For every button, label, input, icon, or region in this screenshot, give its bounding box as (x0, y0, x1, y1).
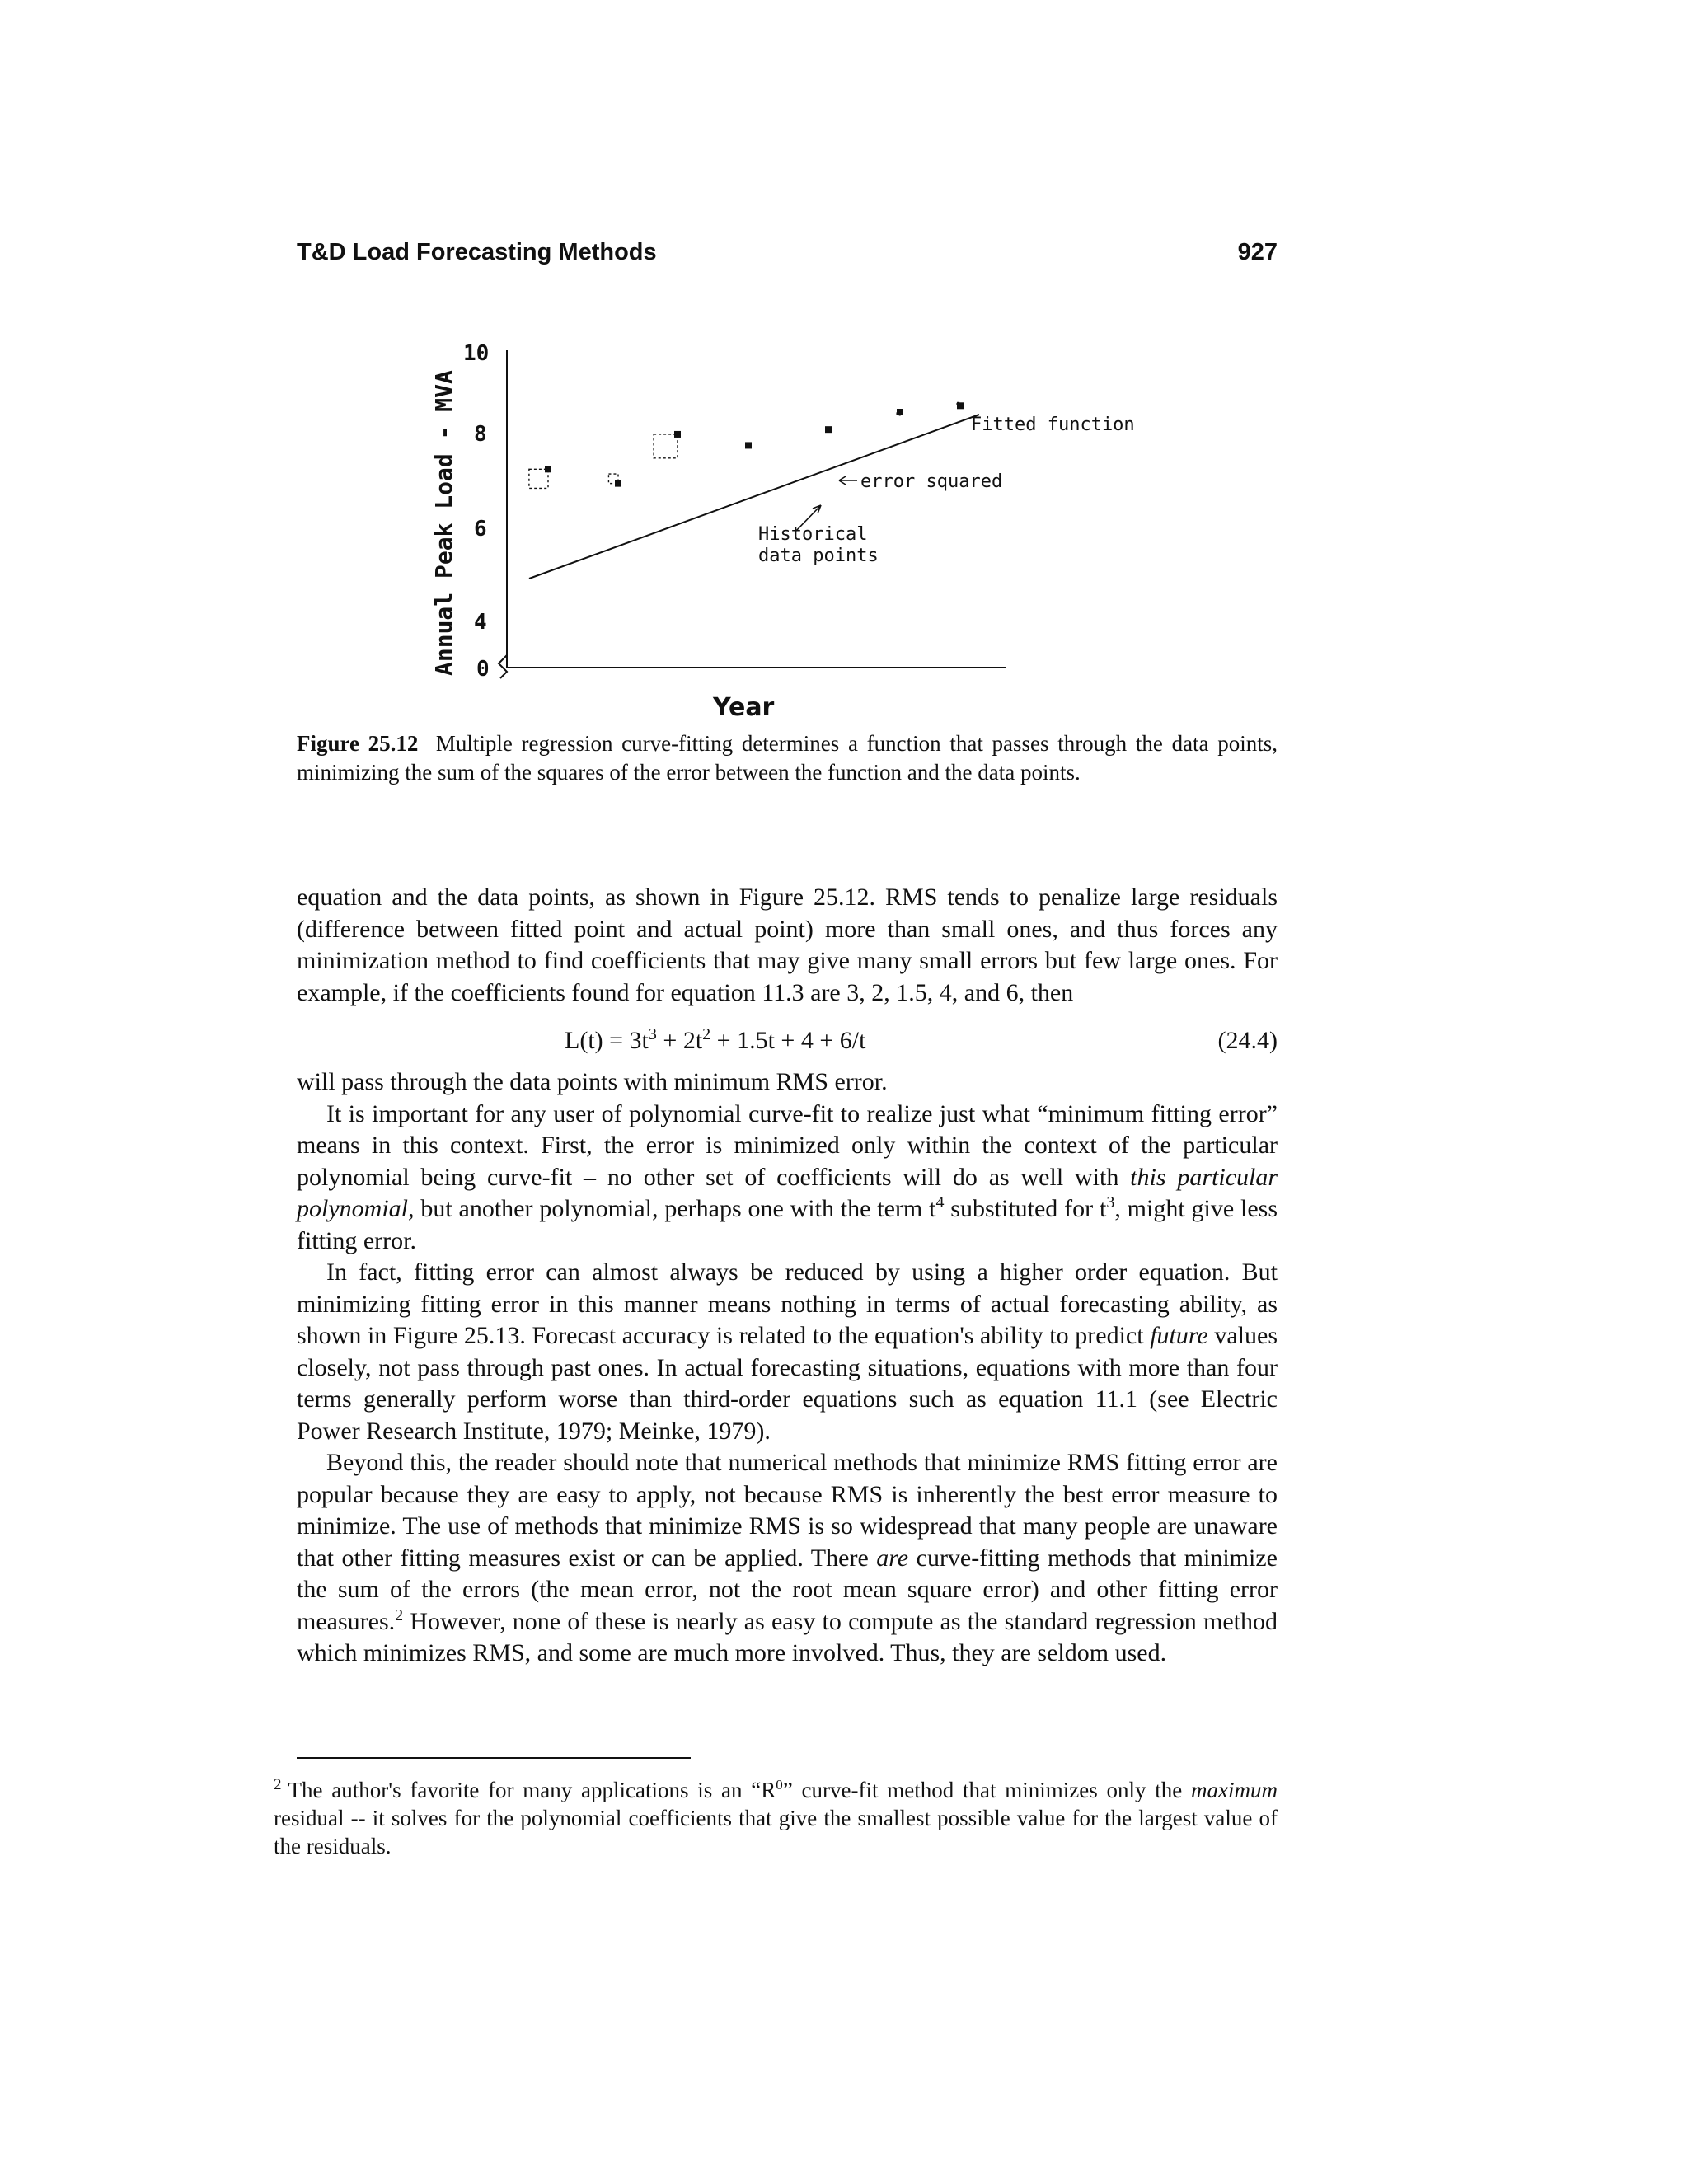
p3-text-a: It is important for any user of polynomial curve-fit to realize just what “minimum fitting error” means in this context. First, the error is minimized only within the context of the particular polynomial being curve-fit – no other set of coefficients will do as well with (297, 1099, 1278, 1191)
label-fitted-function: Fitted function (971, 415, 1135, 435)
footnote-text-b: ” curve-fit method that minimizes only the (782, 1778, 1192, 1802)
p3-text-c: substituted for t (944, 1195, 1107, 1222)
eq-sup-2: 2 (702, 1025, 711, 1043)
historical-data-point (615, 480, 621, 487)
label-historical: Historical (758, 524, 868, 545)
y-tick-6: 6 (474, 517, 487, 541)
y-tick-10: 10 (463, 341, 490, 366)
footnote-text-c: residual -- it solves for the polynomial coefficients that give the smallest possible value for the largest value of the residuals. (274, 1806, 1278, 1858)
p5-text-b: curve-fitting methods that minimize the sum of the errors (the mean error, not the root mean square error) and other fitting error measures. (297, 1544, 1278, 1635)
paragraph-3 (297, 1099, 1278, 1258)
axis-break-mark (499, 655, 507, 678)
p3-sup-4: 4 (935, 1193, 945, 1212)
equation-expression (565, 1025, 865, 1057)
eq-part-a: L(t) = 3t (565, 1027, 649, 1054)
y-axis-label: Annual Peak Load - MVA (430, 370, 457, 676)
p3-sup-3: 3 (1106, 1193, 1115, 1212)
equation-number: (24.4) (1217, 1027, 1278, 1054)
historical-data-point (957, 402, 964, 409)
footnote-ref-2: 2 (395, 1605, 404, 1624)
error-squared-box (654, 434, 678, 458)
caption-text: Multiple regression curve-fitting determines a function that passes through the data points, minimizing the sum of the squares of the error between the function and the data points. (297, 731, 1278, 785)
historical-data-point (674, 431, 681, 438)
label-data-points: data points (758, 546, 879, 566)
eq-part-c: + 1.5t + 4 + 6/t (710, 1027, 866, 1054)
eq-part-b: + 2t (656, 1027, 703, 1054)
p5-text-c: However, none of these is nearly as easy to compute as the standard regression method which minimizes RMS, and some are much more involved. Thus, they are seldom used. (297, 1607, 1278, 1666)
body-text (297, 882, 1278, 1670)
p3-text-b: but another polynomial, perhaps one with the term t (414, 1195, 936, 1222)
fitted-function-line (529, 415, 979, 579)
footnote-2 (274, 1776, 1278, 1860)
p5-text-a: Beyond this, the reader should note that numerical methods that minimize RMS fitting error are popular because they are easy to apply, not because RMS is inherently the best error measure to minimize. The use of methods that minimize RMS is so widespread that many people are unaware that other fitting measures exist or can be applied. There (297, 1449, 1278, 1572)
historical-data-point (897, 409, 903, 415)
regression-chart (387, 326, 1195, 729)
footnote-marker: 2 (274, 1776, 282, 1793)
running-head (297, 239, 1278, 272)
y-tick-4: 4 (474, 610, 487, 635)
paragraph-2: will pass through the data points with minimum RMS error. (297, 1068, 888, 1095)
p4-text-b: values closely, not pass through past ones. In actual forecasting situations, equations with more than four terms generally perform worse than third-order equations such as equation 11.1 (see Electric Power Research Institute, 1979; Meinke, 1979). (297, 1322, 1278, 1445)
footnote-text-a: The author's favorite for many applications is an “R (288, 1778, 776, 1802)
p3-emphasis: this particular polynomial, (297, 1163, 1278, 1222)
running-head-title: T&D Load Forecasting Methods (297, 239, 657, 265)
x-axis-label: Year (713, 693, 775, 722)
paragraph-1: equation and the data points, as shown in Figure 25.12. RMS tends to penalize large residuals (difference between fitted point and actual point) more than small ones, and thus forces any minimization method to find coefficients that may give many small errors but few large ones. For example, if the coefficients found for equation 11.3 are 3, 2, 1.5, 4, and 6, then (297, 883, 1278, 1006)
p5-emphasis: are (876, 1544, 909, 1572)
page-number: 927 (1237, 239, 1278, 265)
p4-emphasis: future (1150, 1322, 1208, 1349)
figure-caption (297, 729, 1278, 787)
p3-text-d: , might give less fitting error. (297, 1195, 1278, 1254)
historical-data-point (545, 466, 551, 472)
footnote-separator (297, 1757, 691, 1759)
y-tick-0: 0 (476, 657, 490, 682)
historical-data-point (745, 442, 752, 448)
figure-25-12 (387, 326, 1195, 729)
y-axis-label-group (430, 370, 457, 676)
footnote-sup: 0 (776, 1777, 783, 1793)
footnote-emphasis: maximum (1191, 1778, 1278, 1802)
equation-24-4 (297, 1017, 1278, 1063)
paragraph-4 (297, 1257, 1278, 1447)
caption-label: Figure 25.12 (297, 731, 419, 756)
p4-text-a: In fact, fitting error can almost always be reduced by using a higher order equation. But minimizing fitting error in this manner means nothing in terms of actual forecasting ability, as shown in Figure 25.13. Forecast accuracy is related to the equation's ability to predict (297, 1258, 1278, 1349)
y-tick-8: 8 (474, 422, 487, 447)
eq-sup-3: 3 (648, 1025, 657, 1043)
paragraph-5 (297, 1447, 1278, 1670)
historical-data-point (825, 426, 832, 433)
label-error-squared: error squared (860, 471, 1003, 492)
